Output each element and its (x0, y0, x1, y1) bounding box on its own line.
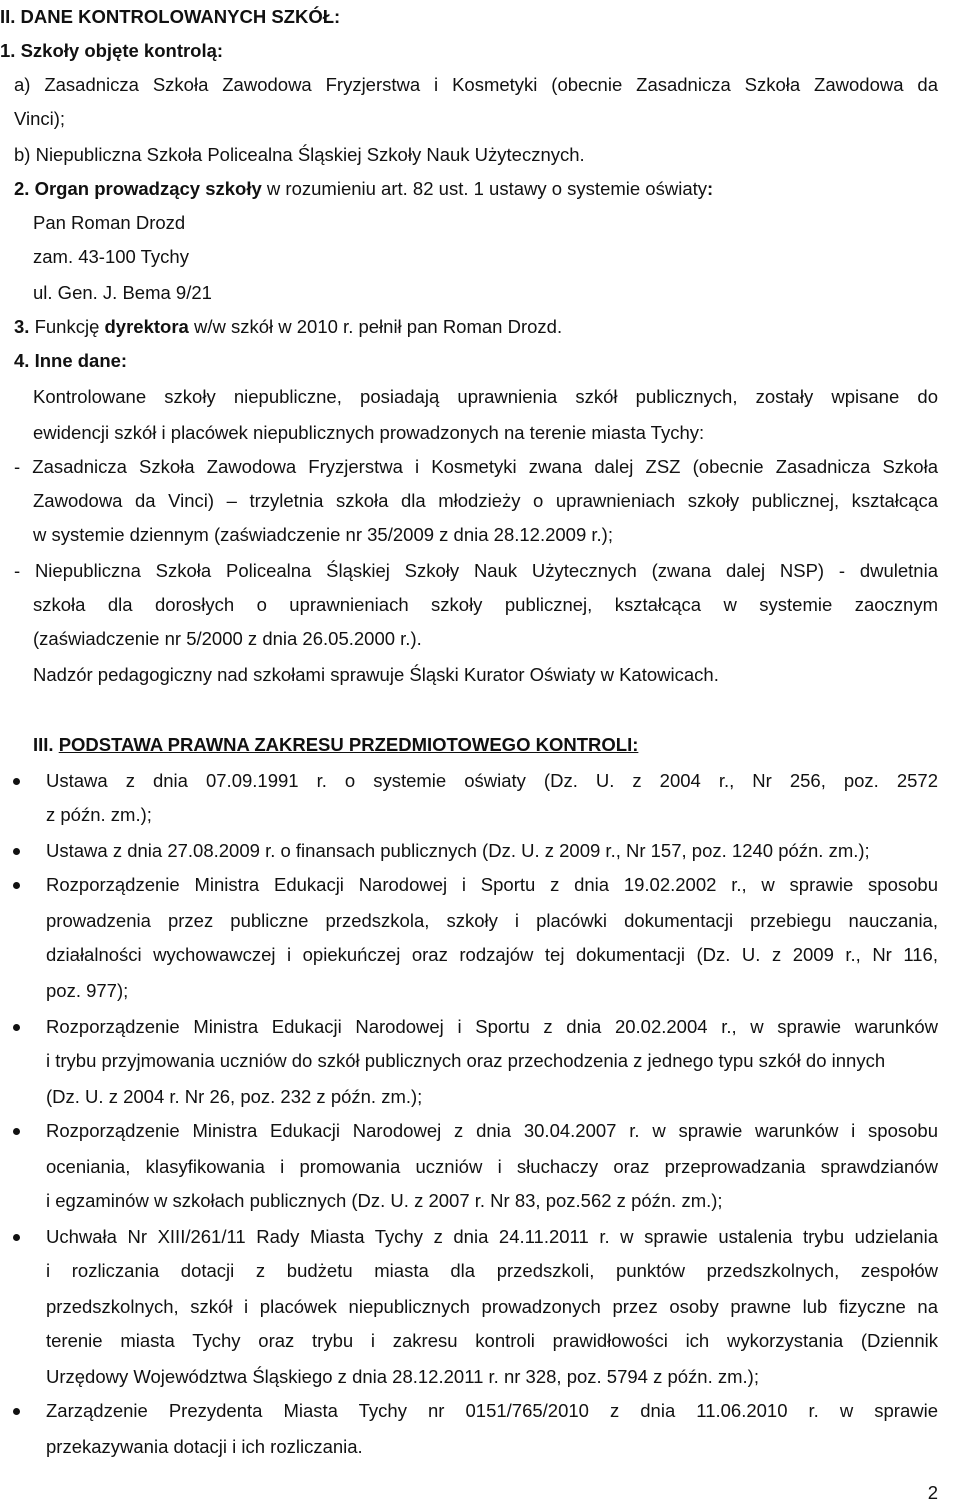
bullet-icon (13, 1408, 20, 1415)
item-4-heading (14, 350, 127, 372)
section-ii-heading: II. DANE KONTROLOWANYCH SZKÓŁ: (0, 6, 341, 27)
bullet-icon (13, 1024, 20, 1031)
bullet-5-line-2: oceniania, klasyfikowania i promowania uczniów i słuchaczy oraz przeprowadzania sprawdzianów (46, 1156, 938, 1177)
bullet-icon (13, 1234, 20, 1241)
item-2-line (14, 178, 713, 200)
address-line-3: ul. Gen. J. Bema 9/21 (33, 282, 212, 303)
bullet-5-line-3: i egzaminów w szkołach publicznych (Dz. U. z 2007 r. Nr 83, poz.562 z późn. zm.); (46, 1190, 723, 1211)
item-4-bold: Inne dane: (29, 350, 128, 371)
bullet-4-line-1: Rozporządzenie Ministra Edukacji Narodowej i Sportu z dnia 20.02.2004 r., w sprawie warunków (46, 1016, 938, 1037)
bullet-icon (13, 848, 20, 855)
bullet-7-line-1: Zarządzenie Prezydenta Miasta Tychy nr 0151/765/2010 z dnia 11.06.2010 r. w sprawie (46, 1400, 938, 1421)
item-1-heading: 1. Szkoły objęte kontrolą: (0, 40, 224, 61)
item-4-line-6: - Niepubliczna Szkoła Policealna Śląskiej Szkoły Nauk Użytecznych (zwana dalej NSP) - dwuletnia (14, 560, 938, 581)
item-4-line-4: Zawodowa da Vinci) – trzyletnia szkoła dla młodzieży o uprawnieniach szkoły publicznej, kształcąca (33, 490, 938, 511)
bullet-1-line-2: z późn. zm.); (46, 804, 152, 825)
item-1a-line-1: a) Zasadnicza Szkoła Zawodowa Fryzjerstwa i Kosmetyki (obecnie Zasadnicza Szkoła Zawodowa da (14, 74, 938, 95)
item-4-line-1: Kontrolowane szkoły niepubliczne, posiadają uprawnienia szkół publicznych, zostały wpisane do (33, 386, 938, 407)
address-line-2: zam. 43-100 Tychy (33, 246, 189, 267)
item-4-line-5: w systemie dziennym (zaświadczenie nr 35/2009 z dnia 28.12.2009 r.); (33, 524, 613, 545)
section-iii-heading (33, 734, 638, 756)
bullet-6-line-4: terenie miasta Tychy oraz trybu i zakresu kontroli prawidłowości ich wykorzystania (Dziennik (46, 1330, 938, 1351)
section-iii-num: III. (33, 734, 54, 755)
item-3-num: 3. (14, 316, 30, 337)
item-2-colon: : (707, 178, 714, 199)
item-2-text: w rozumieniu art. 82 ust. 1 ustawy o systemie oświaty (261, 178, 707, 199)
bullet-icon (13, 1128, 20, 1135)
item-3-line (14, 316, 562, 338)
bullet-3-line-3: działalności wychowawczej i opiekuńczej oraz rodzajów tej dokumentacji (Dz. U. z 2009 r., Nr 116, (46, 944, 938, 965)
bullet-4-line-3: (Dz. U. z 2004 r. Nr 26, poz. 232 z późn. zm.); (46, 1086, 423, 1107)
item-3-text-2: w/w szkół w 2010 r. pełnił pan Roman Drozd. (188, 316, 563, 337)
item-1b-line: b) Niepubliczna Szkoła Policealna Śląskiej Szkoły Nauk Użytecznych. (14, 144, 585, 165)
bullet-3-line-4: poz. 977); (46, 980, 129, 1001)
page-number: 2 (927, 1482, 938, 1503)
address-line-1: Pan Roman Drozd (33, 212, 186, 233)
item-4-line-3: - Zasadnicza Szkoła Zawodowa Fryzjerstwa i Kosmetyki zwana dalej ZSZ (obecnie Zasadnicza Szkoła (14, 456, 938, 477)
bullet-2-line-1: Ustawa z dnia 27.08.2009 r. o finansach publicznych (Dz. U. z 2009 r., Nr 157, poz. 1240 późn. zm.); (46, 840, 870, 861)
bullet-1-line-1: Ustawa z dnia 07.09.1991 r. o systemie oświaty (Dz. U. z 2004 r., Nr 256, poz. 2572 (46, 770, 938, 791)
bullet-6-line-2: i rozliczania dotacji z budżetu miasta dla przedszkoli, punktów przedszkolnych, zespołów (46, 1260, 938, 1281)
item-1a-line-2: Vinci); (14, 108, 66, 129)
bullet-3-line-2: prowadzenia przez publiczne przedszkola, szkoły i placówki dokumentacji przebiegu nauczania, (46, 910, 938, 931)
bullet-6-line-1: Uchwała Nr XIII/261/11 Rady Miasta Tychy z dnia 24.11.2011 r. w sprawie ustalenia trybu udzielania (46, 1226, 938, 1247)
item-2-num: 2. (14, 178, 30, 199)
bullet-5-line-1: Rozporządzenie Ministra Edukacji Narodowej z dnia 30.04.2007 r. w sprawie warunków i sposobu (46, 1120, 938, 1141)
section-iii-title: PODSTAWA PRAWNA ZAKRESU PRZEDMIOTOWEGO KONTROLI: (58, 734, 639, 755)
bullet-6-line-3: przedszkolnych, szkół i placówek niepublicznych prowadzonych przez osoby prawne lub fizyczne na (46, 1296, 938, 1317)
bullet-icon (13, 778, 20, 785)
bullet-3-line-1: Rozporządzenie Ministra Edukacji Narodowej i Sportu z dnia 19.02.2002 r., w sprawie sposobu (46, 874, 938, 895)
item-4-line-8: (zaświadczenie nr 5/2000 z dnia 26.05.2000 r.). (33, 628, 422, 649)
item-4-num: 4. (14, 350, 30, 371)
item-4-line-7: szkoła dla dorosłych o uprawnieniach szkoły publicznej, kształcąca w systemie zaocznym (33, 594, 938, 615)
bullet-icon (13, 882, 20, 889)
item-4-line-2: ewidencji szkół i placówek niepublicznych prowadzonych na terenie miasta Tychy: (33, 422, 705, 443)
item-2-bold: Organ prowadzący szkoły (34, 178, 262, 199)
bullet-7-line-2: przekazywania dotacji i ich rozliczania. (46, 1436, 363, 1457)
item-3-text-1: Funkcję (29, 316, 105, 337)
item-3-bold: dyrektora (104, 316, 189, 337)
bullet-4-line-2: i trybu przyjmowania uczniów do szkół publicznych oraz przechodzenia z jednego typu szkół do innych (46, 1050, 886, 1071)
bullet-6-line-5: Urzędowy Województwa Śląskiego z dnia 28.12.2011 r. nr 328, poz. 5794 z późn. zm.); (46, 1366, 759, 1387)
item-4-line-9: Nadzór pedagogiczny nad szkołami sprawuje Śląski Kurator Oświaty w Katowicach. (33, 664, 719, 685)
